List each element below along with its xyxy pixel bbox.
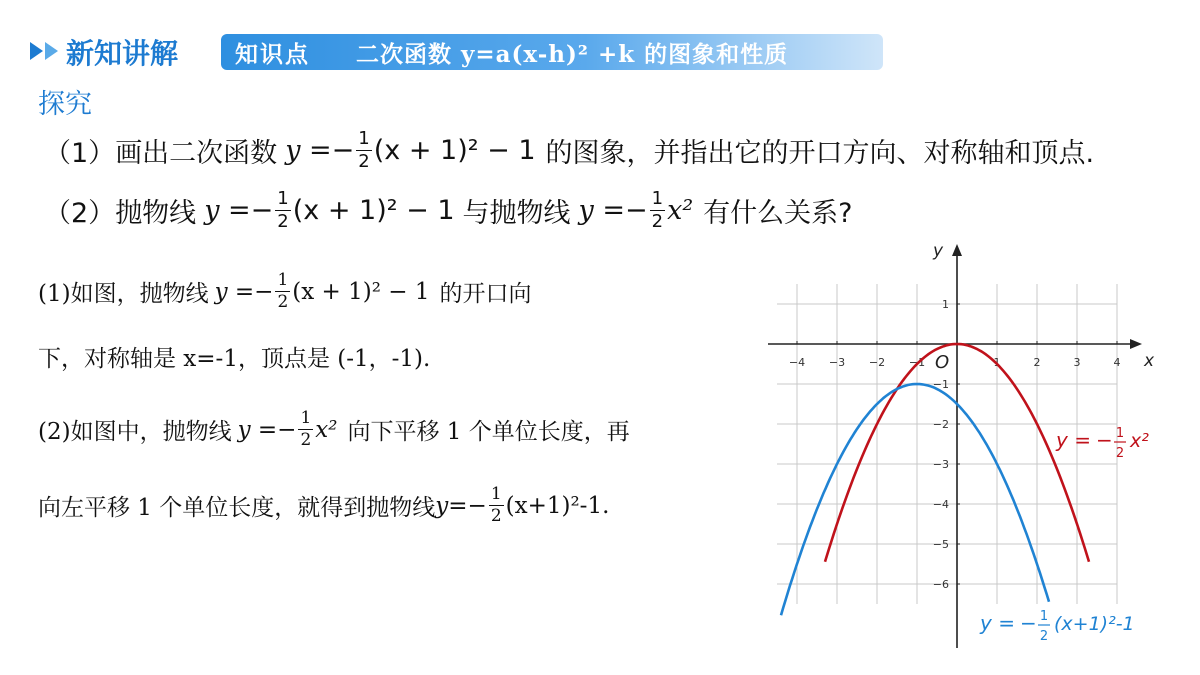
formula-lhs: y =: [237, 416, 278, 443]
x-tick-label: −1: [908, 356, 926, 369]
formula-sign: −: [331, 135, 355, 166]
fraction-denominator: 2: [277, 211, 289, 232]
label-rest: x²: [1130, 430, 1149, 452]
formula-sign: −: [277, 416, 297, 443]
question-suffix: 的图象，并指出它的开口方向、对称轴和顶点.: [545, 138, 1095, 169]
label-denominator: 2: [1115, 446, 1125, 461]
label-denominator: 2: [1039, 629, 1049, 644]
answer-1-line-2: 下，对称轴是 x=-1，顶点是 (-1，-1).: [38, 346, 431, 372]
y-axis-arrow: [952, 244, 962, 256]
label-sign: −: [1020, 611, 1037, 635]
red-curve-label: [1055, 426, 1149, 461]
fraction-numerator: 1: [651, 188, 664, 209]
formula-lhs: y =: [285, 135, 332, 166]
x-tick-label: −3: [828, 356, 846, 369]
y-tick-label: −2: [932, 418, 949, 431]
x-tick-label: 4: [1113, 356, 1121, 369]
y-tick-label: 1: [942, 298, 949, 311]
double-arrow-icon: [30, 42, 62, 60]
formula-fraction: [275, 190, 290, 231]
answer-1-line-1: [38, 272, 531, 311]
question-suffix: 有什么关系?: [703, 198, 853, 229]
formula-fraction: [489, 486, 504, 525]
question-1: [44, 130, 1094, 171]
question-number: （1）: [44, 138, 116, 169]
curve-blue-parabola: [781, 384, 1049, 615]
blue-curve-label: [979, 609, 1135, 644]
fraction-numerator: 1: [490, 484, 502, 504]
question-2: [44, 190, 853, 231]
curve-labels: [979, 426, 1149, 644]
question-prefix: 画出二次函数: [115, 138, 278, 169]
answer-text: (1)如图，抛物线: [38, 281, 209, 307]
fraction-denominator: 2: [277, 292, 289, 312]
answer-text: 向下平移 1 个单位长度，再: [347, 419, 630, 445]
formula-lhs: y =: [214, 278, 255, 305]
tick-labels: [789, 241, 1155, 591]
label-sign: −: [1096, 428, 1113, 452]
y-tick-label: −6: [932, 578, 949, 591]
formula-rest: (x+1)²-1.: [505, 492, 610, 519]
x-tick-label: 1: [993, 356, 1001, 369]
fraction-numerator: 1: [277, 270, 289, 290]
fraction-denominator: 2: [490, 506, 502, 526]
formula-rest: (x + 1)² − 1: [292, 195, 455, 226]
explore-label: 探究: [38, 89, 92, 120]
fraction-numerator: 1: [300, 408, 312, 428]
x-tick-label: 2: [1033, 356, 1041, 369]
banner-label: 知识点: [235, 41, 310, 68]
fraction-numerator: 1: [277, 188, 289, 209]
formula-lhs: y=: [435, 492, 468, 519]
formula-rest: (x + 1)² − 1: [292, 278, 430, 305]
parabola-graph: [760, 236, 1190, 656]
formula2-lhs: y =: [578, 195, 626, 226]
fraction-denominator: 2: [651, 211, 664, 232]
formula-rest: x²: [315, 416, 338, 443]
formula2-sign: −: [625, 195, 648, 226]
label-numerator: 1: [1115, 426, 1125, 441]
label-numerator: 1: [1039, 609, 1049, 624]
formula-sign: −: [250, 195, 274, 226]
formula-rest: (x + 1)² − 1: [373, 135, 536, 166]
label-lhs: y =: [1056, 428, 1091, 452]
y-tick-label: −4: [932, 498, 949, 511]
y-tick-label: −5: [932, 538, 949, 551]
question-middle: 与抛物线: [462, 198, 571, 229]
y-tick-label: −1: [932, 378, 949, 391]
x-tick-label: −2: [868, 356, 886, 369]
x-axis-label: x: [1144, 351, 1155, 371]
formula2-fraction: [650, 190, 665, 231]
formula2-rest: x²: [667, 195, 694, 226]
section-title: 新知讲解: [66, 37, 179, 70]
label-lhs: y =: [980, 611, 1015, 635]
formula-sign: −: [467, 492, 487, 519]
banner-text: 二次函数 y=a(x-h)² +k 的图象和性质: [356, 40, 789, 68]
x-axis-arrow: [1130, 339, 1142, 349]
topic-banner: [221, 34, 883, 70]
formula-fraction: [356, 130, 371, 171]
answer-2-line-2: [38, 486, 609, 525]
formula-fraction: [275, 272, 290, 311]
fraction-denominator: 2: [300, 430, 312, 450]
fraction-denominator: 2: [358, 151, 370, 172]
fraction-numerator: 1: [358, 128, 370, 149]
answer-text: 的开口向: [439, 281, 532, 307]
formula-sign: −: [254, 278, 274, 305]
y-axis-label: y: [933, 241, 944, 261]
origin-label: O: [935, 352, 950, 373]
answer-text: 向左平移 1 个单位长度，就得到抛物线: [38, 495, 436, 521]
y-tick-label: −3: [932, 458, 949, 471]
x-tick-label: 3: [1073, 356, 1081, 369]
question-prefix: 抛物线: [115, 198, 197, 229]
question-number: （2）: [44, 198, 116, 229]
x-tick-label: −4: [788, 356, 806, 369]
answer-2-line-1: [38, 410, 630, 449]
answer-text: (2)如图中，抛物线: [38, 419, 232, 445]
formula-fraction: [298, 410, 313, 449]
formula-lhs: y =: [204, 195, 251, 226]
label-rest: (x+1)²-1: [1054, 613, 1135, 635]
